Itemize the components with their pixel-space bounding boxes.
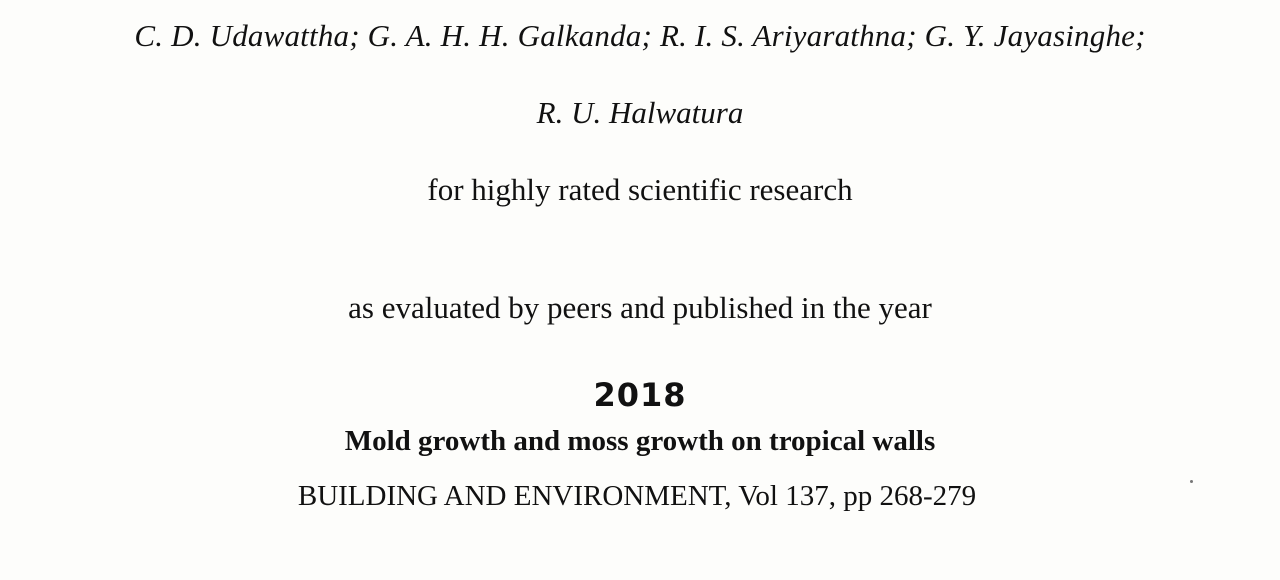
paper-title: Mold growth and moss growth on tropical walls: [344, 425, 936, 457]
authors-line-1: C. D. Udawattha; G. A. H. H. Galkanda; R. I. S. Ariyarathna; G. Y. Jayasinghe;: [134, 18, 1146, 53]
publication-year: 2018: [593, 376, 687, 414]
authors-line-2: R. U. Halwatura: [536, 95, 744, 130]
journal-reference: BUILDING AND ENVIRONMENT, Vol 137, pp 268-279: [297, 480, 977, 512]
award-reason-text: for highly rated scientific research: [427, 172, 853, 207]
scan-speck: [1190, 480, 1193, 483]
evaluation-text: as evaluated by peers and published in the year: [348, 290, 932, 325]
